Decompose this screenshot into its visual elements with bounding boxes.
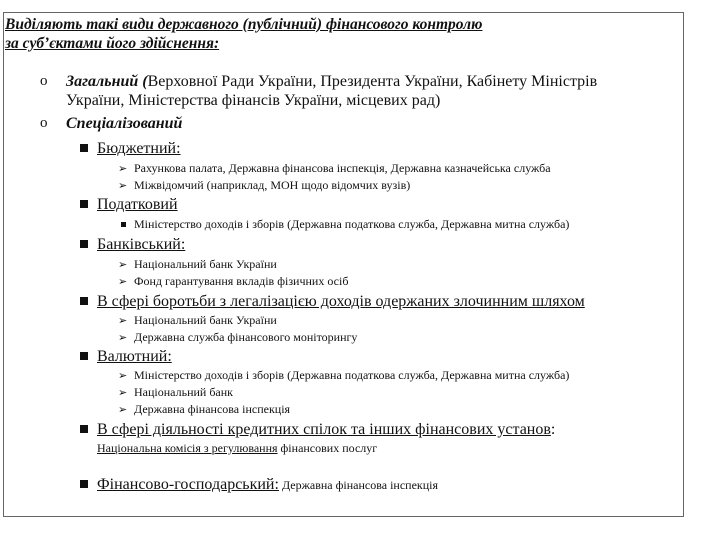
credit-unions-regulator: Національна комісія з регулювання фінансових послуг (97, 441, 378, 455)
type-general-label: Загальний ( (66, 73, 148, 90)
circle-bullet-icon: o (40, 115, 48, 131)
control-financial-economic-name: Фінансово-господарський: (97, 476, 279, 493)
control-currency (97, 347, 172, 366)
square-bullet-icon (80, 480, 88, 488)
heading-line-1: Виділяють такі види державного (публічний) фінансового контролю (5, 16, 483, 33)
heading-line-2: за суб’єктами його здійснення: (5, 35, 220, 52)
list-item: ➢ Національний банк (118, 385, 234, 399)
type-general-desc-2: України, Міністерства фінансів України, місцевих рад) (66, 92, 441, 109)
arrow-bullet-icon: ➢ (118, 258, 128, 271)
control-banking-name: Банківський: (97, 236, 186, 253)
list-item: ➢ Державна фінансова інспекція (118, 402, 291, 416)
list-item: ➢ Національний банк України (118, 313, 277, 327)
square-bullet-icon (80, 240, 88, 248)
list-item: ➢ Національний банк України (118, 257, 277, 271)
arrow-bullet-icon: ➢ (118, 179, 128, 192)
control-currency-name: Валютний: (97, 348, 172, 365)
type-general-desc-1: Верховної Ради України, Президента України, Кабінету Міністрів (147, 73, 598, 90)
arrow-bullet-icon: ➢ (118, 331, 128, 344)
square-bullet-icon (80, 352, 88, 360)
square-bullet-icon (80, 425, 88, 433)
control-budget-name: Бюджетний: (97, 140, 181, 157)
square-bullet-icon (80, 200, 88, 208)
list-item: ➢ Міністерство доходів і зборів (Державна податкова служба, Державна митна служба) (118, 368, 570, 382)
list-item: ➢ Рахункова палата, Державна фінансова інспекція, Державна казначейська служба (118, 161, 551, 175)
list-item: Міністерство доходів і зборів (Державна податкова служба, Державна митна служба) (134, 217, 569, 232)
arrow-bullet-icon: ➢ (118, 369, 128, 382)
list-item: ➢ Міжвідомчий (наприклад, МОН щодо відомчих вузів) (118, 178, 411, 192)
control-banking (97, 235, 185, 254)
control-financial-economic-authority: Державна фінансова інспекція (278, 478, 439, 492)
circle-bullet-icon: o (40, 73, 48, 89)
list-item: ➢ Фонд гарантування вкладів фізичних осіб (118, 274, 349, 288)
control-credit-unions-name: В сфері діяльності кредитних спілок та інших фінансових установ (97, 421, 551, 438)
arrow-bullet-icon: ➢ (118, 386, 128, 399)
control-financial-economic (97, 475, 438, 495)
control-tax-name: Податковий (97, 196, 178, 213)
type-specialized-label: Спеціалізований (66, 115, 183, 132)
control-credit-unions: В сфері діяльності кредитних спілок та інших фінансових установ: (97, 420, 555, 439)
type-specialized (40, 114, 183, 133)
slide-heading (5, 15, 645, 53)
arrow-bullet-icon: ➢ (118, 314, 128, 327)
small-square-bullet-icon (121, 222, 126, 227)
control-aml (97, 292, 585, 311)
arrow-bullet-icon: ➢ (118, 162, 128, 175)
arrow-bullet-icon: ➢ (118, 403, 128, 416)
control-budget (97, 139, 181, 158)
control-aml-name: В сфері боротьби з легалізацією доходів одержаних злочинним шляхом (97, 293, 585, 310)
control-tax (97, 195, 178, 214)
square-bullet-icon (80, 144, 88, 152)
square-bullet-icon (80, 297, 88, 305)
arrow-bullet-icon: ➢ (118, 275, 128, 288)
type-general (40, 72, 681, 110)
list-item: ➢ Державна служба фінансового моніторингу (118, 330, 358, 344)
